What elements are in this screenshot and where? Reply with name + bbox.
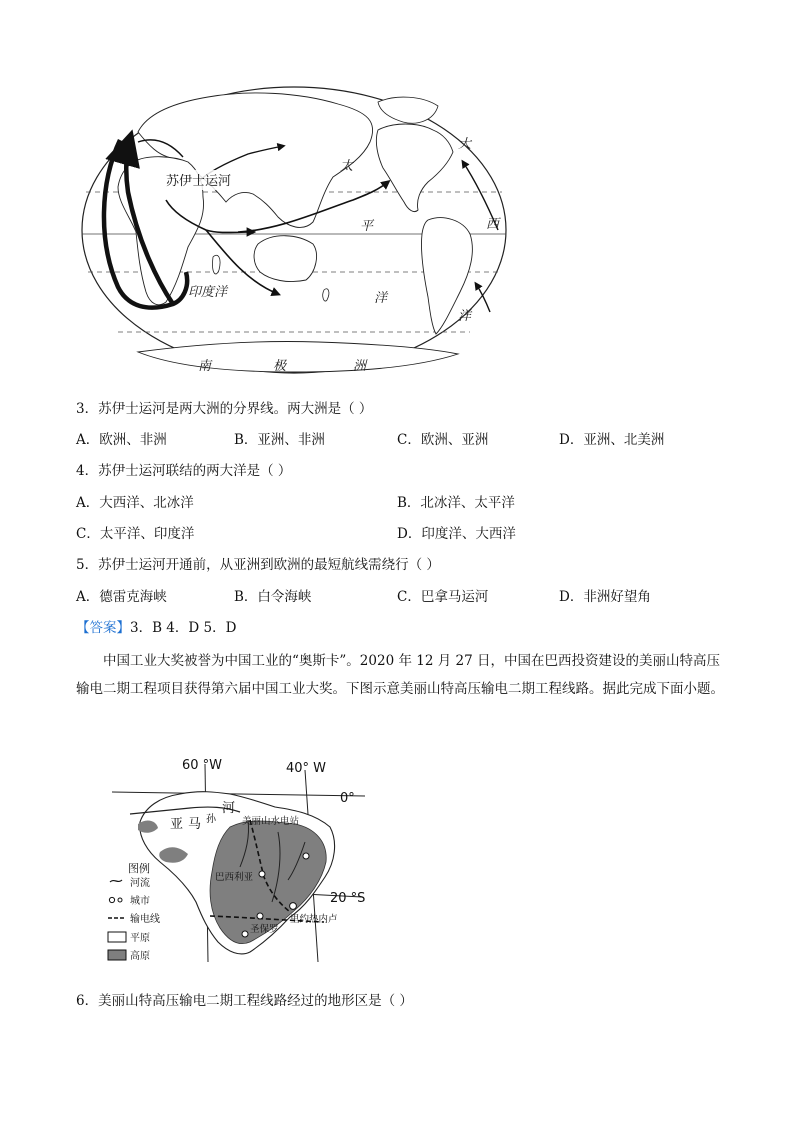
q4-option-a: A．大西洋、北冰洋 [76,495,194,511]
plant-label: 美丽山水电站 [242,816,300,827]
svg-text:洲: 洲 [353,359,367,374]
lat20-label: 20 °S [330,891,366,906]
q3-option-c: C．欧洲、亚洲 [397,432,489,448]
q4-option-d: D．印度洋、大西洋 [397,526,516,542]
svg-text:孙: 孙 [206,814,216,825]
answer-line [76,619,236,637]
svg-text:马: 马 [188,817,202,832]
brazil-map-svg [100,752,370,970]
q4-option-c: C．太平洋、印度洋 [76,526,195,542]
brasilia-label: 巴西利亚 [215,872,254,883]
svg-text:洋: 洋 [458,309,472,324]
indian-ocean-label: 印度洋 [188,285,228,300]
q3-option-a: A．欧洲、非洲 [76,432,167,448]
q3-option-d: D．亚洲、北美洲 [559,432,665,448]
q4-stem: 4．苏伊士运河联结的两大洋是（ ） [76,463,292,479]
q6-stem: 6．美丽山特高压输电二期工程线路经过的地形区是（ ） [76,993,413,1009]
q5-option-b: B．白令海峡 [234,589,312,605]
svg-text:西: 西 [486,217,500,232]
q3-stem: 3．苏伊士运河是两大洲的分界线。两大洲是（ ） [76,401,373,417]
saopaulo-label: 圣保罗 [250,924,279,935]
answer-tag: 【答案】 [76,620,130,636]
svg-text:大: 大 [458,137,472,152]
svg-text:河流: 河流 [130,878,150,889]
q5-option-d: D．非洲好望角 [559,589,651,605]
world-map-figure [78,82,510,378]
q5-option-a: A．德雷克海峡 [76,589,167,605]
australia-outline [254,236,316,282]
legend-title: 图例 [128,862,150,875]
svg-text:南: 南 [198,359,212,374]
lon40-label: 40° W [286,761,327,776]
q5-option-c: C．巴拿马运河 [397,589,489,605]
svg-text:输电线: 输电线 [130,914,160,925]
svg-text:高原: 高原 [130,951,150,962]
svg-text:平原: 平原 [130,933,150,944]
q5-stem: 5．苏伊士运河开通前，从亚洲到欧洲的最短航线需绕行（ ） [76,557,440,573]
q3-option-b: B．亚洲、非洲 [234,432,325,448]
svg-text:平: 平 [360,219,374,234]
svg-text:太: 太 [340,159,354,174]
lon60-label: 60 °W [182,758,223,773]
svg-text:极: 极 [273,359,287,374]
answer-text: 3．B 4．D 5．D [130,620,237,636]
rio-label: 里约热内卢 [290,914,338,925]
svg-text:洋: 洋 [374,291,388,306]
svg-text:亚: 亚 [170,817,184,832]
svg-text:城市: 城市 [130,896,150,907]
q4-option-b: B．北冰洋、太平洋 [397,495,515,511]
lat0-label: 0° [340,791,355,806]
svg-text:河: 河 [222,801,236,816]
passage: 中国工业大奖被誉为中国工业的“奥斯卡”。2020 年 12 月 27 日，中国在巴西投资建设的美丽山特高压输电二期工程项目获得第六届中国工业大奖。下图示意美丽山特高压输电二期工程线路。据此完成下面小题。 [76,653,724,697]
world-map-svg [78,82,510,378]
brazil-map-figure [100,752,370,970]
suez-label: 苏伊士运河 [166,174,232,189]
